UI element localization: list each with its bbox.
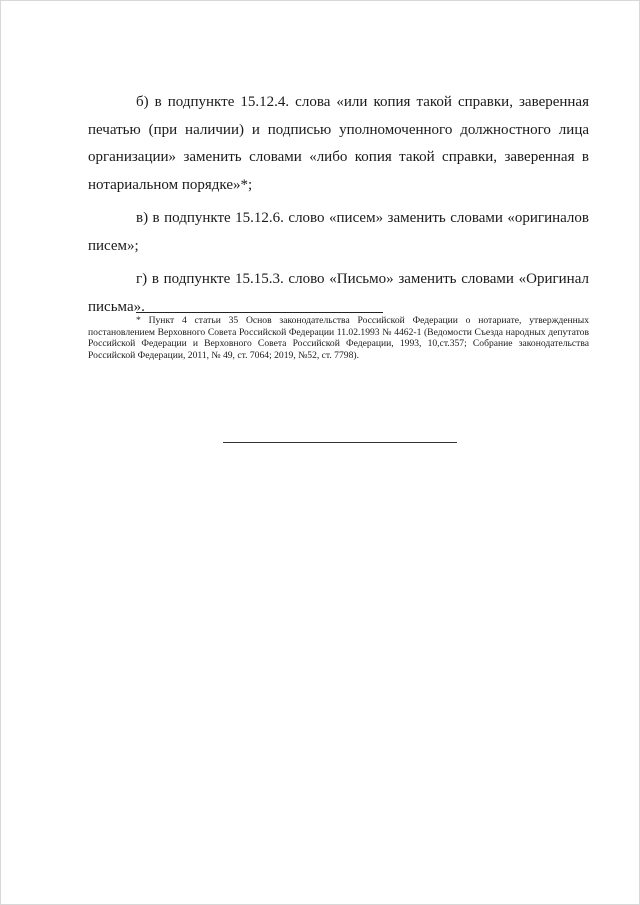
paragraph-v: в) в подпункте 15.12.6. слово «писем» заменить словами «оригиналов писем»;: [88, 210, 589, 254]
footnote-separator: [136, 312, 383, 313]
footnote: * Пункт 4 статьи 35 Основ законодательства Российской Федерации о нотариате, утвержденных постановлением Верховного Совета Российской Федерации 11.02.1993 № 4462-1 (Ведомости Съезда народных депутатов Российской Федерации и Верховного Совета Российской Федерации, 1993, 10,ст.357; Собрание законодательства Российской Федерации, 2011, № 49, ст. 7064; 2019, №52, ст. 7798).: [88, 315, 589, 362]
end-of-document-line: [223, 442, 457, 443]
document-body: [88, 89, 589, 327]
paragraph-g: г) в подпункте 15.15.3. слово «Письмо» заменить словами «Оригинал письма».: [88, 271, 589, 315]
paragraph-b: б) в подпункте 15.12.4. слова «или копия такой справки, заверенная печатью (при наличии) и подписью уполномоченного должностного лица организации» заменить словами «либо копия такой справки, заверенная в нотариальном порядке»*;: [88, 94, 589, 193]
